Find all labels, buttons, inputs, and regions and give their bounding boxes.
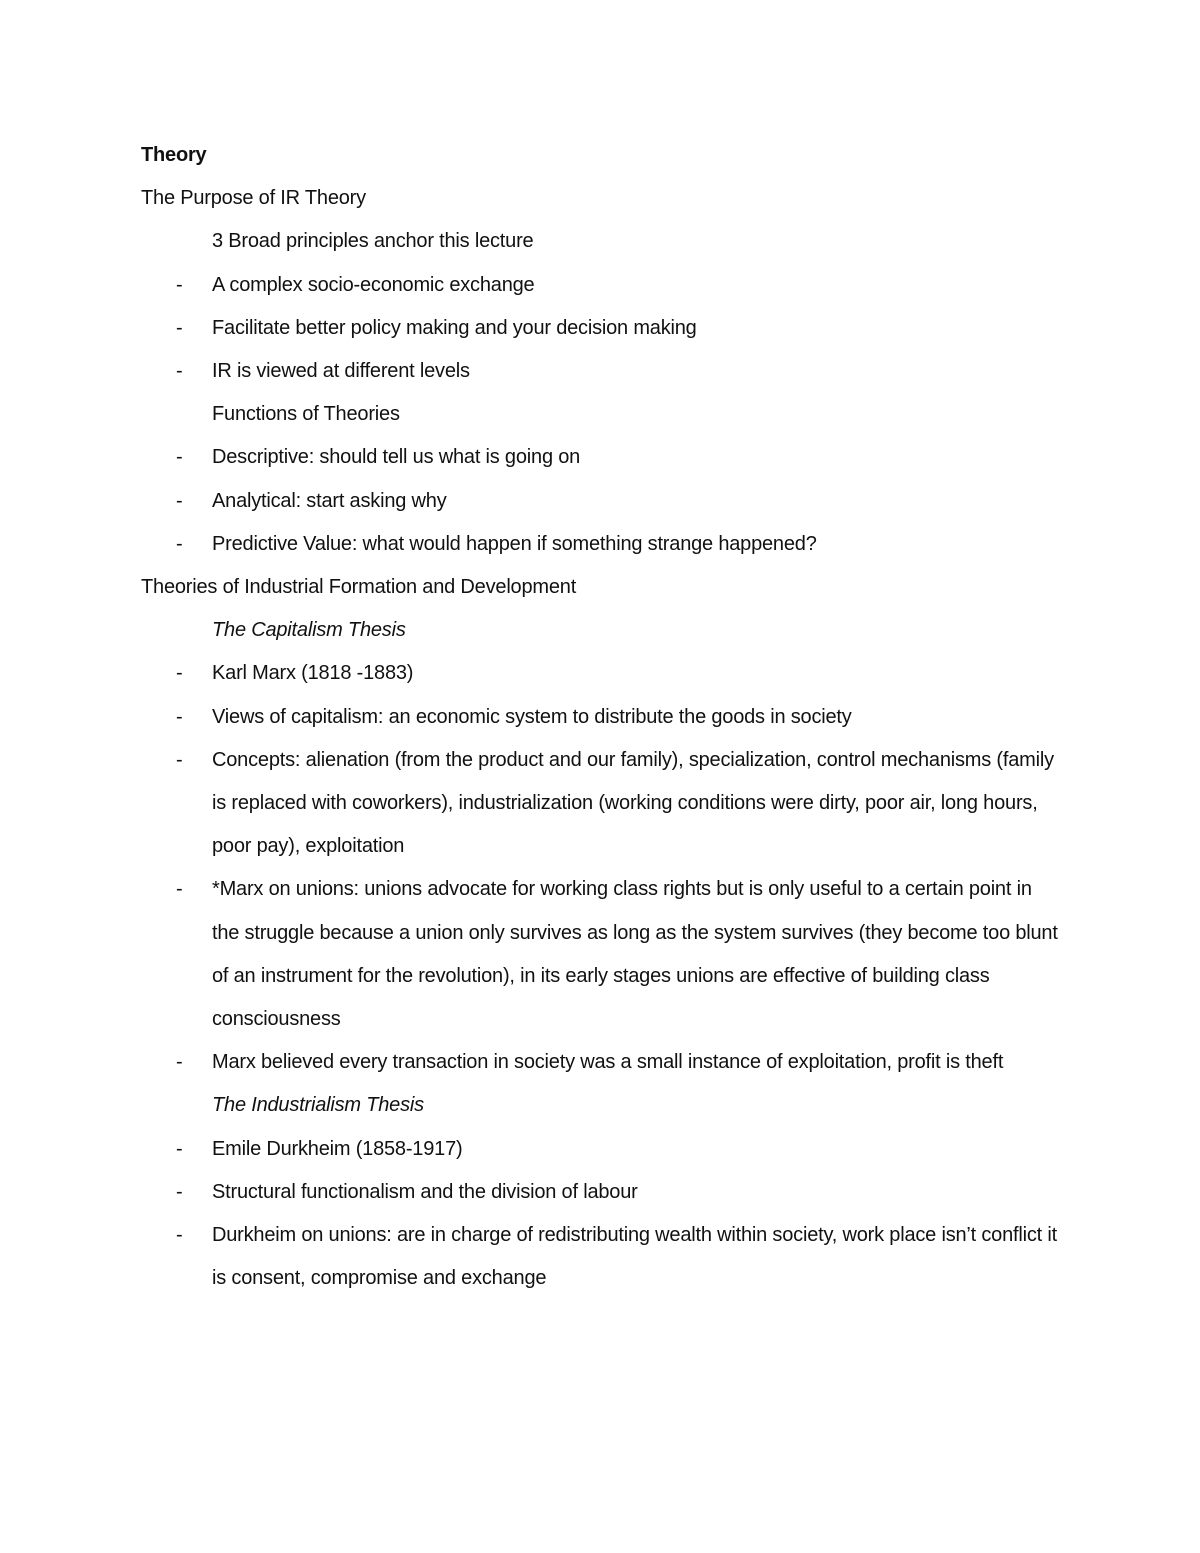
bullet-dash: -: [176, 878, 183, 901]
list-item-text: Marx believed every transaction in society was a small instance of exploitation, profit is theft: [212, 1051, 1004, 1074]
list-item: [141, 480, 1061, 523]
list-item: [141, 1171, 1061, 1214]
list-item: [141, 868, 1061, 1041]
section-heading-theories: Theories of Industrial Formation and Development: [141, 576, 577, 599]
list-item: [141, 350, 1061, 393]
bullet-dash: -: [176, 532, 183, 555]
bullet-dash: -: [176, 662, 183, 685]
list-item: [141, 1214, 1061, 1300]
list-item: [141, 523, 1061, 566]
list-item-text: Karl Marx (1818 -1883): [212, 662, 414, 685]
list-item-text: Emile Durkheim (1858-1917): [212, 1137, 463, 1160]
list-item-text: Analytical: start asking why: [212, 489, 447, 512]
bullet-dash: -: [176, 748, 183, 771]
bullet-dash: -: [176, 273, 183, 296]
list-item-text: IR is viewed at different levels: [212, 360, 470, 383]
list-item-text: A complex socio-economic exchange: [212, 273, 535, 296]
section-heading-purpose: The Purpose of IR Theory: [141, 187, 366, 210]
list-item-text: Structural functionalism and the division of labour: [212, 1180, 638, 1203]
bullet-dash: -: [176, 316, 183, 339]
list-item: [141, 307, 1061, 350]
list-item-text: Facilitate better policy making and your decision making: [212, 316, 697, 339]
bullet-dash: -: [176, 360, 183, 383]
list-item: [141, 696, 1061, 739]
bullet-dash: -: [176, 489, 183, 512]
list-item: [141, 1128, 1061, 1171]
list-item-text: Predictive Value: what would happen if something strange happened?: [212, 532, 817, 555]
bullet-dash: -: [176, 1180, 183, 1203]
subheading-functions: Functions of Theories: [212, 403, 400, 426]
list-item: [141, 739, 1061, 869]
list-item: [141, 652, 1061, 695]
list-item-text: *Marx on unions: unions advocate for working class rights but is only useful to a certain point in the struggle because a union only survives as long as the system survives (they become too blunt of an instrument for the revolution), in its early stages unions are effective of building class consciousness: [212, 878, 1058, 1031]
list-item-text: Descriptive: should tell us what is going on: [212, 446, 581, 469]
list-item-text: Views of capitalism: an economic system to distribute the goods in society: [212, 705, 852, 728]
bullet-dash: -: [176, 1051, 183, 1074]
list-item: [141, 1041, 1061, 1084]
bullet-dash: -: [176, 1224, 183, 1247]
list-item: [141, 436, 1061, 479]
subheading-broad-principles: 3 Broad principles anchor this lecture: [212, 230, 534, 253]
bullet-dash: -: [176, 1137, 183, 1160]
list-item: [141, 264, 1061, 307]
document-title: Theory: [141, 144, 207, 166]
list-item-text: Durkheim on unions: are in charge of redistributing wealth within society, work place isn’t conflict it is consent, compromise and exchange: [212, 1224, 1057, 1290]
document-body: [141, 134, 1061, 1300]
bullet-dash: -: [176, 705, 183, 728]
list-item-text: Concepts: alienation (from the product and our family), specialization, control mechanisms (family is replaced with coworkers), industrialization (working conditions were dirty, poor air, long hours, poor pay), exploitation: [212, 748, 1054, 858]
bullet-dash: -: [176, 446, 183, 469]
subheading-industrialism-thesis: The Industrialism Thesis: [212, 1094, 424, 1117]
subheading-capitalism-thesis: The Capitalism Thesis: [212, 619, 406, 642]
